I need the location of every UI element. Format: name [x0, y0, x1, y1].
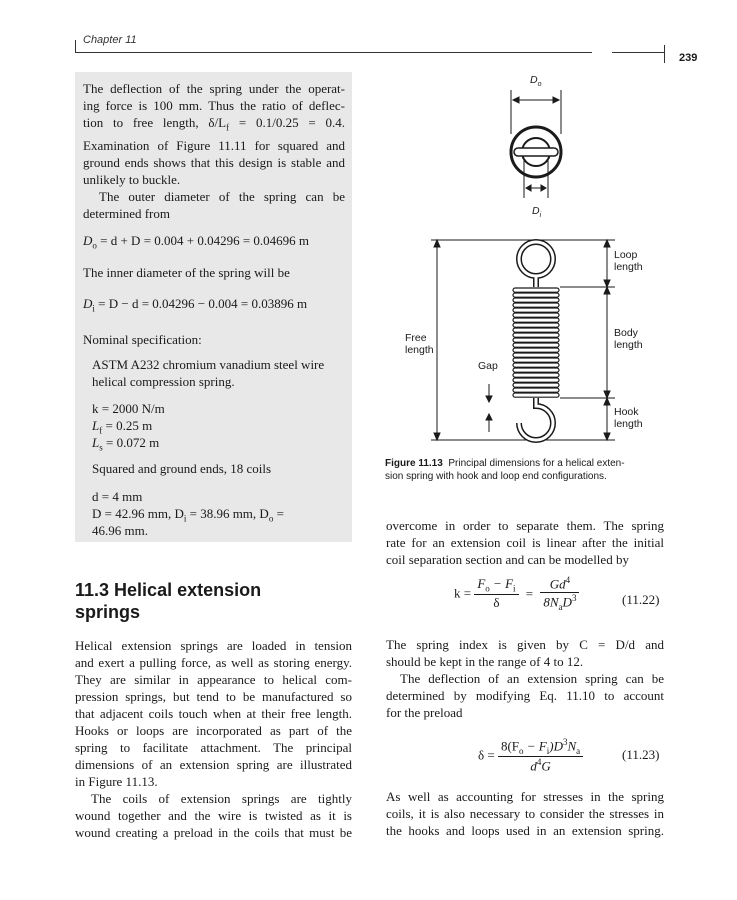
running-head-chapter: Chapter 11: [83, 34, 137, 46]
end-view-wire-section: [514, 148, 558, 156]
spec-material-line1: ASTM A232 chromium vanadium steel wire: [92, 357, 325, 372]
header-rule-right-tick: [664, 45, 665, 63]
free-length-arrow-bottom: [434, 433, 440, 440]
label-body-length-2: length: [614, 339, 643, 351]
spec-free-length: $L_f = 0.25$ m: [92, 418, 153, 436]
section-heading: 11.3 Helical extension springs: [75, 580, 262, 622]
label-hook-length-2: length: [614, 418, 643, 430]
spring-coil-turn: [513, 348, 559, 352]
spring-hook-end-highlight: [519, 398, 553, 440]
spec-ends: Squared and ground ends, 18 coils: [92, 461, 272, 476]
right-paragraph-2: The spring index is given by C = D/d and should be kept in the range of 4 to 12. The deflection of an extension spring can be determined by modifying Eq. 11.10 to account for the preload: [386, 637, 664, 720]
label-hook-length-1: Hook: [614, 406, 639, 418]
spec-diameters: D = 42.96 mm, $D_i = 38.96$ mm, $D_o$ =: [92, 506, 284, 524]
spring-coil-turn: [513, 378, 559, 382]
do-arrow-right: [553, 97, 559, 103]
spring-coil-turn: [513, 288, 559, 292]
equation-inner-diameter: $D_i = D - d = 0.04296 - 0.004 = 0.03896$ m: [83, 296, 308, 314]
nominal-spec-label: Nominal specification:: [83, 332, 202, 347]
equation-11-23: δ = $\frac{8(F_o - F_i)D^3N_a}{d^4G}$: [478, 737, 583, 774]
label-gap: Gap: [478, 360, 498, 372]
spec-wire-diameter: d = 4 mm: [92, 489, 143, 504]
label-body-length-1: Body: [614, 327, 638, 339]
free-length-arrow-top: [434, 240, 440, 247]
hook-arrow-bottom: [604, 433, 610, 440]
spring-coil-turn: [513, 293, 559, 297]
spring-coil-turn: [513, 308, 559, 312]
spring-coil-turn: [513, 303, 559, 307]
header-rule-right: [612, 52, 664, 53]
body-arrow-top: [604, 287, 610, 294]
gap-arrowhead-upper: [486, 396, 492, 402]
label-free-length-1: Free: [405, 332, 427, 344]
spring-coil-turn: [513, 338, 559, 342]
spring-coil-turn: [513, 353, 559, 357]
spring-coil-turn: [513, 328, 559, 332]
spec-solid-length: $L_s = 0.072$ m: [92, 435, 160, 453]
label-loop-length-1: Loop: [614, 249, 638, 261]
header-rule: [75, 52, 592, 53]
spring-loop-end-highlight: [519, 242, 553, 287]
hook-arrow-top: [604, 398, 610, 405]
label-free-length-2: length: [405, 344, 434, 356]
spring-coil-body: [513, 288, 559, 397]
spring-coil-turn: [513, 383, 559, 387]
do-arrow-left: [513, 97, 519, 103]
page-number: 239: [679, 52, 698, 64]
label-outer-diameter: $D_o$: [530, 74, 542, 88]
right-paragraph-1: overcome in order to separate them. The spring rate for an extension coil is linear after the initial coil separation section and can be modelled by: [386, 518, 664, 567]
spec-material-line2: helical compression spring.: [92, 374, 235, 389]
spring-coil-turn: [513, 388, 559, 392]
spring-coil-turn: [513, 368, 559, 372]
spring-coil-turn: [513, 373, 559, 377]
spec-stiffness: k = 2000 N/m: [92, 401, 165, 416]
di-arrow-right: [541, 185, 546, 191]
equation-outer-diameter: $D_o = d + D = 0.004 + 0.04296 = 0.04696$ m: [83, 233, 310, 251]
equation-number-11-23: (11.23): [622, 747, 660, 762]
spring-coil-turn: [513, 318, 559, 322]
figure-caption: Figure 11.13 Principal dimensions for a helical exten- sion spring with hook and loop end configurations.: [385, 458, 625, 482]
section-body-text: Helical extension springs are loaded in tension and exert a pulling force, as well as storing energy. They are similar in appearance to helical com- pression springs, but tend to be manufactured so that adjacent coils touch when at their free length. Hooks or loops are incorporated as part of the spring to facilitate attachment. The principal dimensions of an extension spring are illustrated in Figure 11.13. The coils of extension springs are tightly wound together and the wire is twisted as it is wound creating a preload in the coils that must be: [75, 638, 352, 840]
equation-11-22: k = $\frac{F_o - F_i}{\delta}$ = $\frac{Gd^4}{8N_aD^3}$: [454, 575, 579, 612]
spring-coil-turn: [513, 358, 559, 362]
label-loop-length-2: length: [614, 261, 643, 273]
spring-coil-turn: [513, 298, 559, 302]
figure-caption-label: Figure 11.13: [385, 458, 443, 469]
spring-diagram: [385, 66, 670, 456]
equation-number-11-22: (11.22): [622, 592, 660, 607]
inner-diameter-text: The inner diameter of the spring will be: [83, 265, 290, 280]
spring-coil-turn: [513, 333, 559, 337]
example-paragraph-1: The deflection of the spring under the operat- ing force is 100 mm. Thus the ratio of deflec- tion to free length, $\delta/L_f = 0.1/0.25 = 0.4$. Examination of Figure 11.11 for squared and ground ends shows that this design is stable and unlikely to buckle. The outer diameter of the spring can be determined from: [83, 81, 345, 221]
spec-diameters-cont: 46.96 mm.: [92, 523, 148, 538]
spring-coil-turn: [513, 343, 559, 347]
loop-arrow-top: [604, 240, 610, 247]
spring-coil-turn: [513, 363, 559, 367]
spring-coil-turn: [513, 393, 559, 397]
spring-coil-turn: [513, 313, 559, 317]
spring-coil-turn: [513, 323, 559, 327]
label-inner-diameter: $D_i$: [532, 205, 542, 219]
di-arrow-left: [526, 185, 531, 191]
right-paragraph-3: As well as accounting for stresses in the spring coils, it is also necessary to consider the stresses in the hooks and loops used in an extension spring.: [386, 789, 664, 838]
gap-arrowhead-lower: [486, 414, 492, 420]
